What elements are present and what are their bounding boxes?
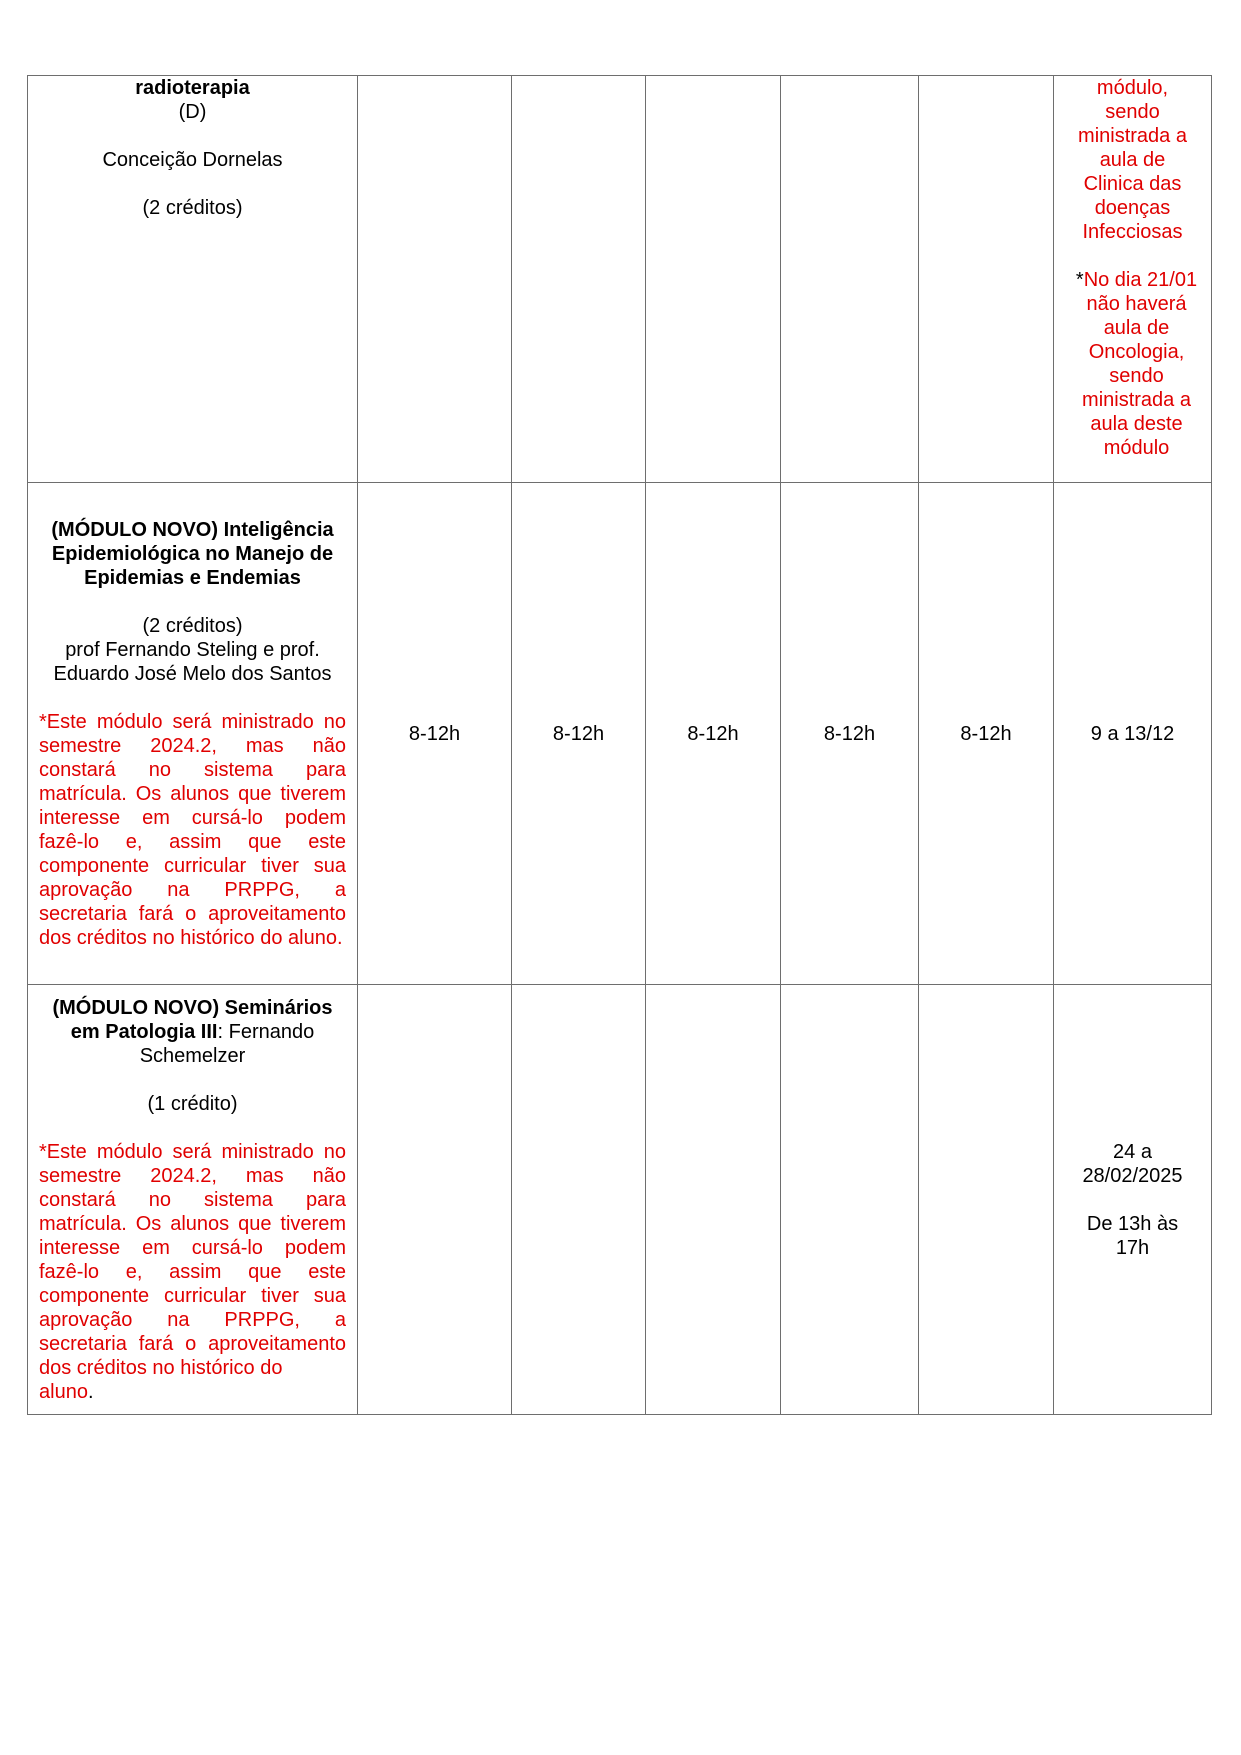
- empty-cell: [512, 985, 646, 1415]
- date-cell: 9 a 13/12: [1054, 483, 1212, 985]
- empty-cell: [919, 985, 1054, 1415]
- module-note: *Este módulo será ministrado no semestre 2024.2, mas não constará no sistema para matrícula. Os alunos que tiverem interesse em cursá-lo podem fazê-lo e, assim que este componente curricular tiver sua aprovação na PRPPG, a secretaria fará o aproveitamento dos créditos no histórico do aluno.: [39, 710, 346, 949]
- module-credits: (2 créditos): [142, 614, 243, 637]
- empty-cell: [646, 985, 781, 1415]
- module-title-text: Seminários em Patologia III: [70, 996, 333, 1043]
- module-cell: [28, 985, 358, 1415]
- empty-cell: [512, 76, 646, 483]
- table-row: [28, 483, 1212, 985]
- module-credits: (1 crédito): [147, 1092, 238, 1115]
- module-title: [39, 518, 346, 590]
- time-cell: 8-12h: [919, 483, 1054, 985]
- note-text: No dia 21/01 não haverá aula de Oncologia, sendo ministrada a aula deste módulo: [1082, 269, 1198, 459]
- module-title: radioterapia: [135, 77, 250, 99]
- module-professors: prof Fernando Steling e prof. Eduardo José Melo dos Santos: [53, 638, 332, 685]
- empty-cell: [358, 985, 512, 1415]
- module-professor: Conceição Dornelas: [102, 149, 283, 171]
- table-row: [28, 985, 1212, 1415]
- time-cell: 8-12h: [781, 483, 919, 985]
- date-note: módulo, sendo ministrada a aula de Clinica das doenças Infecciosas: [1078, 77, 1187, 243]
- empty-cell: [358, 76, 512, 483]
- module-cell: [28, 483, 358, 985]
- empty-cell: [781, 76, 919, 483]
- module-title: [39, 996, 346, 1068]
- empty-cell: [919, 76, 1054, 483]
- time-range: De 13h às 17h: [1086, 1212, 1179, 1259]
- empty-cell: [781, 985, 919, 1415]
- module-professor: : Fernando Schemelzer: [139, 1020, 315, 1067]
- date-note: [1054, 268, 1211, 460]
- module-cell: [28, 76, 358, 483]
- new-module-tag: (MÓDULO NOVO): [52, 996, 220, 1019]
- schedule-table: [27, 75, 1212, 1415]
- module-note-end: aluno.: [39, 1380, 94, 1403]
- date-cell: [1054, 985, 1212, 1415]
- note-asterisk: *: [1075, 269, 1084, 291]
- empty-cell: [646, 76, 781, 483]
- time-cell: 8-12h: [646, 483, 781, 985]
- module-note: *Este módulo será ministrado no semestre 2024.2, mas não constará no sistema para matrícula. Os alunos que tiverem interesse em cursá-lo podem fazê-lo e, assim que este componente curricular tiver sua aprovação na PRPPG, a secretaria fará o aproveitamento dos créditos no histórico do: [39, 1140, 346, 1379]
- module-code: (D): [178, 101, 207, 123]
- date-range: 24 a 28/02/2025: [1082, 1140, 1183, 1187]
- table-row: [28, 76, 1212, 483]
- time-cell: 8-12h: [512, 483, 646, 985]
- time-cell: 8-12h: [358, 483, 512, 985]
- new-module-tag: (MÓDULO NOVO): [51, 518, 219, 541]
- module-credits: (2 créditos): [142, 197, 243, 219]
- module-title-text: Inteligência Epidemiológica no Manejo de Epidemias e Endemias: [51, 518, 334, 589]
- date-cell: [1054, 76, 1212, 483]
